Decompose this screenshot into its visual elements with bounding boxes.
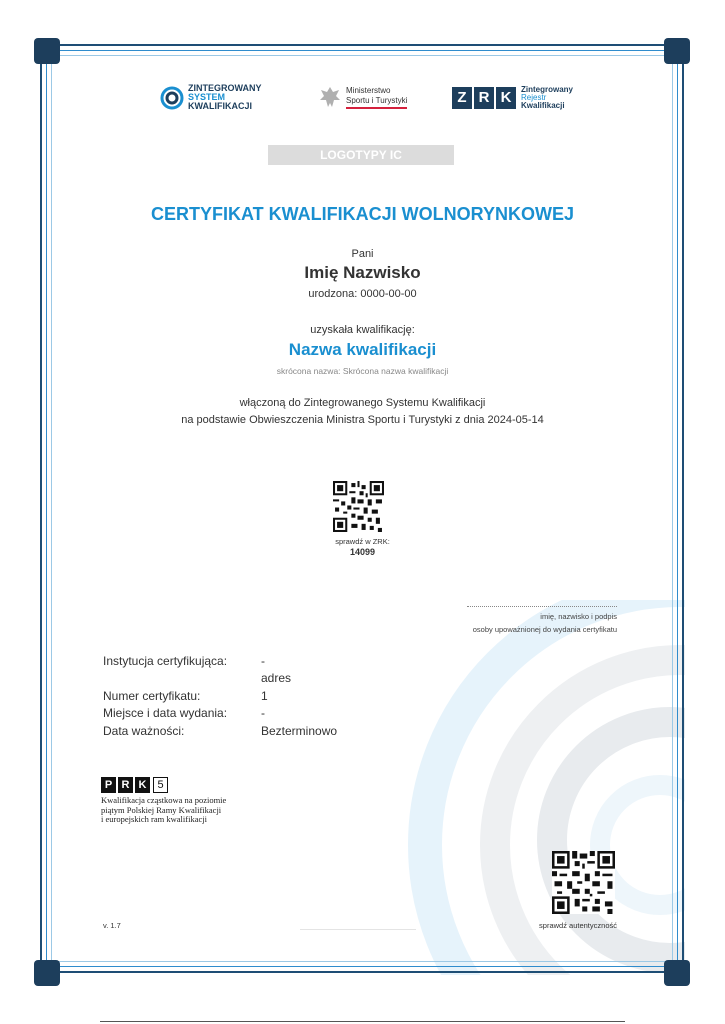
signature-dotted-line: [467, 606, 617, 607]
zsk-logo-line1: ZINTEGROWANY: [188, 83, 262, 93]
zrk-logo: [452, 86, 573, 110]
prk-level: 5: [153, 777, 168, 793]
institution-value: -: [261, 654, 265, 668]
certificate-number-label: Numer certyfikatu:: [103, 689, 201, 703]
certificate-title: CERTYFIKAT KWALIFIKACJI WOLNORYNKOWEJ: [151, 204, 574, 224]
authenticity-qr-code[interactable]: [552, 851, 615, 914]
prk-badge: [101, 777, 168, 793]
ministry-logo-line2: Sportu i Turystyki: [346, 96, 407, 109]
page-bottom-rule: [100, 1021, 625, 1022]
validity-value: Bezterminowo: [261, 724, 338, 738]
place-date-label: Miejsce i data wydania:: [103, 706, 228, 720]
prk-letter-p: P: [101, 777, 116, 793]
zrk-logo-text1: Zintegrowany: [521, 85, 574, 94]
frame-corner-top-right: [664, 38, 690, 64]
institution-label: Instytucja certyfikująca:: [103, 654, 228, 668]
faint-footer-text-line: [300, 929, 416, 930]
signature-caption-1: imię, nazwisko i podpis: [540, 612, 617, 621]
version-label: v. 1.7: [103, 921, 121, 930]
birth-date: urodzona: 0000-00-00: [308, 288, 417, 300]
zrk-logo-text3: Kwalifikacji: [521, 101, 565, 110]
authenticity-label: sprawdź autentyczność: [539, 921, 617, 930]
zrk-qr-code[interactable]: [333, 481, 384, 532]
prk-text-line1: Kwalifikacja cząstkowa na poziomie: [101, 795, 227, 805]
frame-corner-bottom-left: [34, 960, 60, 986]
zrk-check-label: sprawdź w ZRK:: [335, 537, 390, 546]
zsk-logo-line3: KWALIFIKACJI: [188, 101, 252, 111]
prk-description: [101, 796, 226, 825]
prk-letter-r: R: [118, 777, 133, 793]
zsk-logo-line2: SYSTEM: [188, 92, 226, 102]
zrk-check-code: 14099: [349, 547, 376, 557]
prk-letter-k: K: [135, 777, 150, 793]
validity-label: Data ważności:: [103, 724, 185, 738]
frame-corner-bottom-right: [664, 960, 690, 986]
address-value: adres: [261, 671, 292, 685]
prk-text-line3: i europejskich ram kwalifikacji: [101, 814, 207, 824]
salutation: Pani: [351, 248, 374, 260]
ic-logos-placeholder: LOGOTYPY IC: [268, 145, 454, 165]
certificate-number-value: 1: [261, 689, 268, 703]
zsk-logo: [160, 84, 262, 111]
ministry-logo: [318, 84, 407, 110]
frame-corner-top-left: [34, 38, 60, 64]
prk-text-line2: piątym Polskiej Ramy Kwalifikacji: [101, 804, 222, 815]
zrk-logo-letter-k: K: [496, 87, 516, 109]
place-date-value: -: [261, 706, 265, 720]
holder-name: Imię Nazwisko: [304, 263, 421, 282]
signature-caption-2: osoby upoważnionej do wydania certyfikatu: [472, 625, 617, 634]
obtained-text: uzyskała kwalifikację:: [310, 324, 415, 336]
zrk-logo-text2: Rejestr: [521, 93, 547, 102]
qualification-name: Nazwa kwalifikacji: [288, 340, 437, 359]
ministry-logo-line1: Ministerstwo: [346, 85, 391, 95]
zrk-logo-letter-z: Z: [452, 87, 472, 109]
eagle-emblem-icon: [318, 84, 342, 110]
included-line-1: włączoną do Zintegrowanego Systemu Kwalifikacji: [239, 397, 486, 409]
zsk-emblem-icon: [160, 86, 184, 110]
qualification-short-name: skrócona nazwa: Skrócona nazwa kwalifikacji: [276, 366, 449, 376]
zrk-logo-letter-r: R: [474, 87, 494, 109]
included-line-2: na podstawie Obwieszczenia Ministra Sportu i Turystyki z dnia 2024-05-14: [181, 414, 544, 426]
